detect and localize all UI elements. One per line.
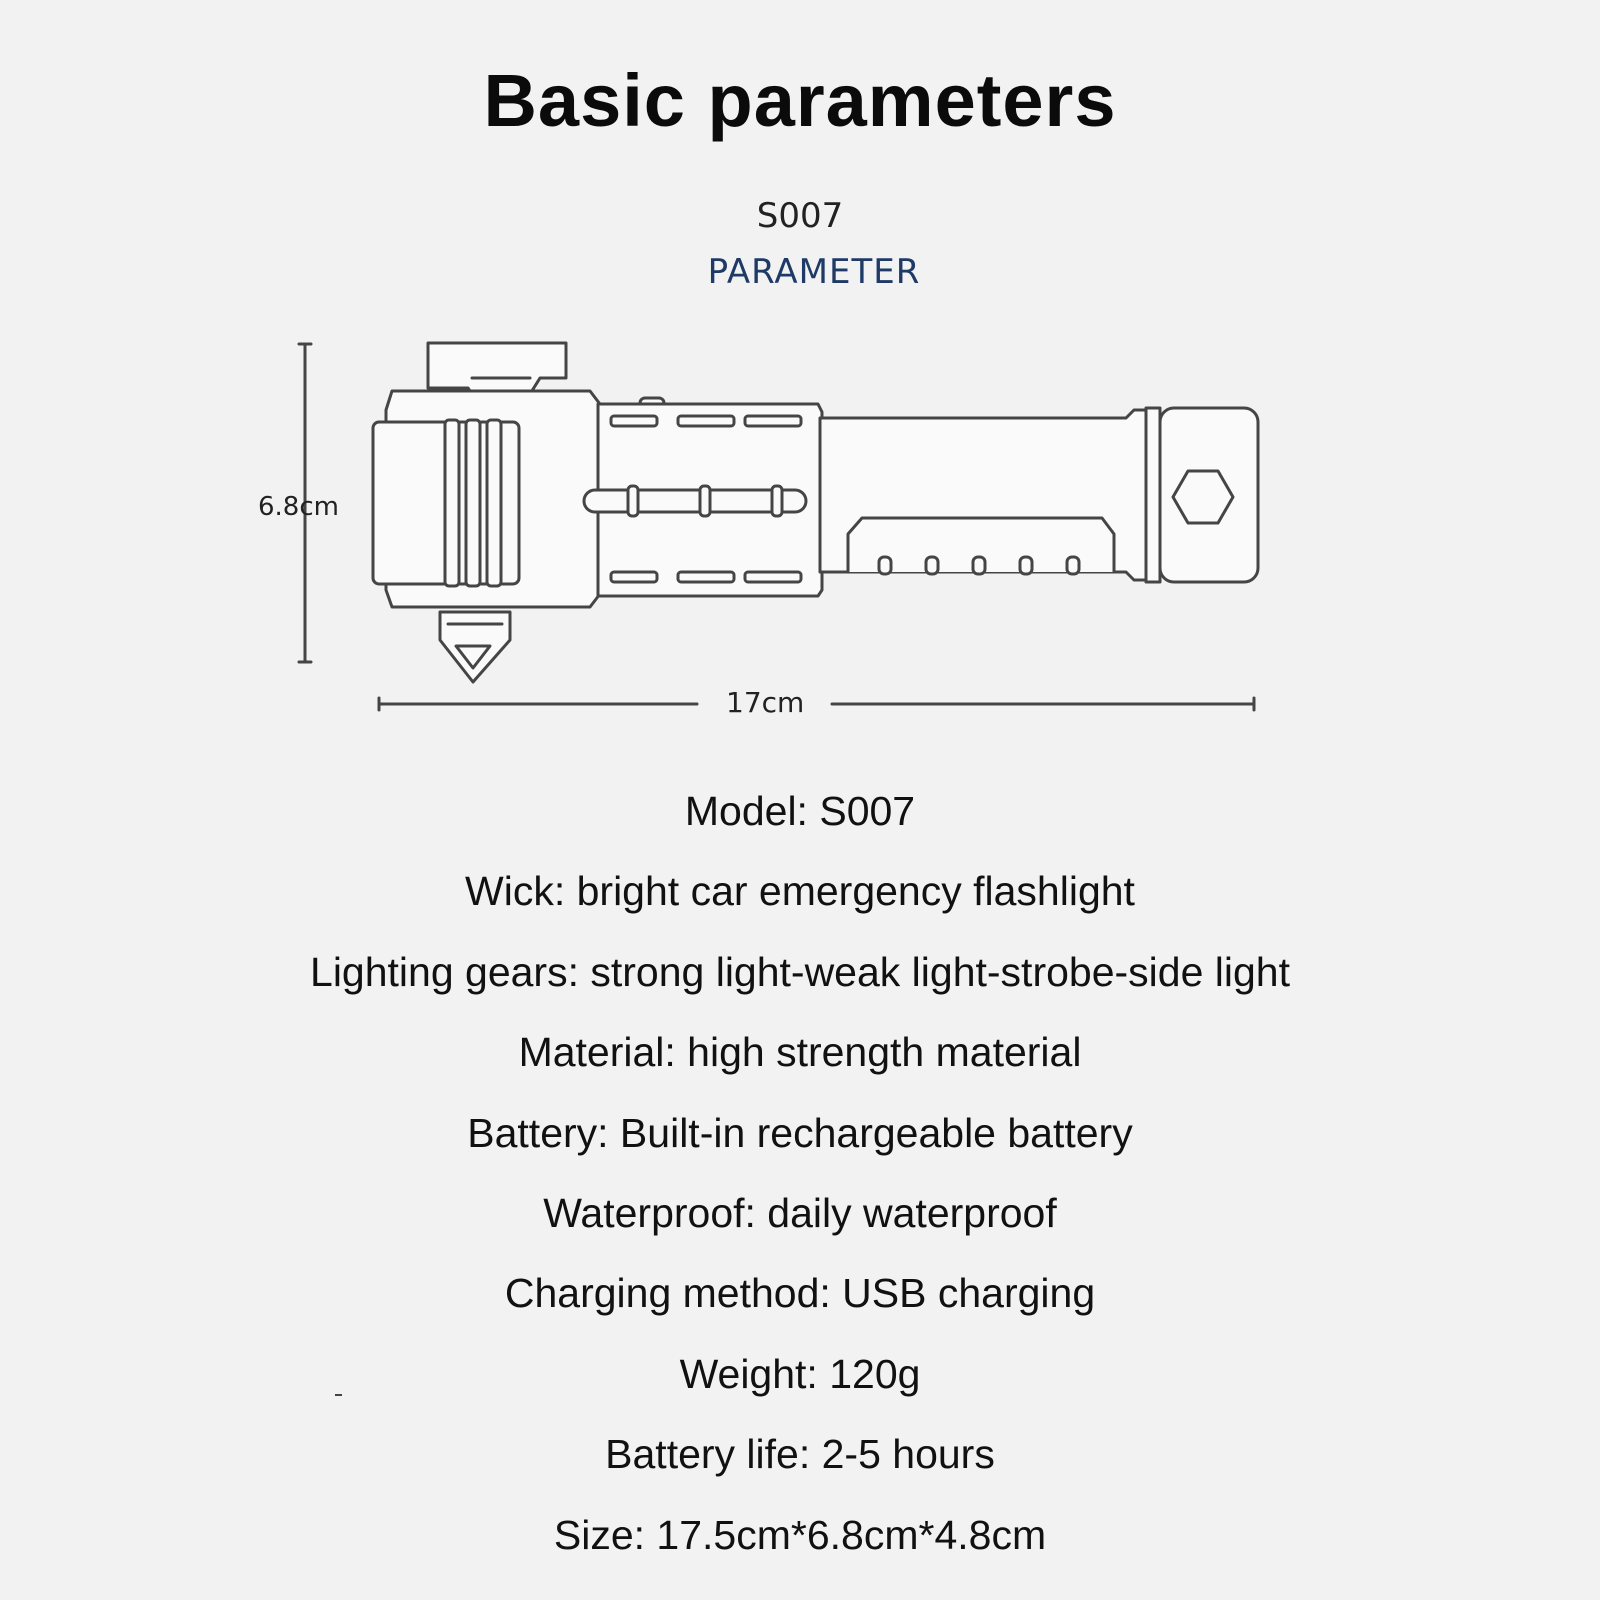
spec-size: Size: 17.5cm*6.8cm*4.8cm <box>553 1511 1047 1558</box>
hex-window <box>1173 471 1233 523</box>
spec-material: Material: high strength material <box>518 1029 1082 1076</box>
car-safety-hammer-flashlight-icon <box>0 0 1600 760</box>
spec-charging-method: Charging method: USB charging <box>504 1270 1096 1317</box>
spec-model: Model: S007 <box>684 788 916 834</box>
page-title: Basic parameters <box>483 59 1117 142</box>
width-dimension-label: 17cm <box>726 686 805 719</box>
height-dimension-label: 6.8cm <box>258 492 339 522</box>
spec-wick: Wick: bright car emergency flashlight <box>465 868 1135 915</box>
stray-dash-mark <box>335 1394 342 1396</box>
parameter-caption: PARAMETER <box>707 252 921 292</box>
spec-waterproof: Waterproof: daily waterproof <box>543 1189 1057 1236</box>
spec-weight: Weight: 120g <box>679 1350 921 1397</box>
model-caption: S007 <box>756 196 844 236</box>
spec-lighting-gears: Lighting gears: strong light-weak light-strobe-side light <box>310 948 1290 995</box>
spec-battery-life: Battery life: 2-5 hours <box>605 1431 995 1478</box>
end-cap <box>1146 408 1160 582</box>
spec-list <box>0 782 1600 1586</box>
top-cutter <box>428 343 566 394</box>
spec-battery: Battery: Built-in rechargeable battery <box>467 1109 1133 1156</box>
